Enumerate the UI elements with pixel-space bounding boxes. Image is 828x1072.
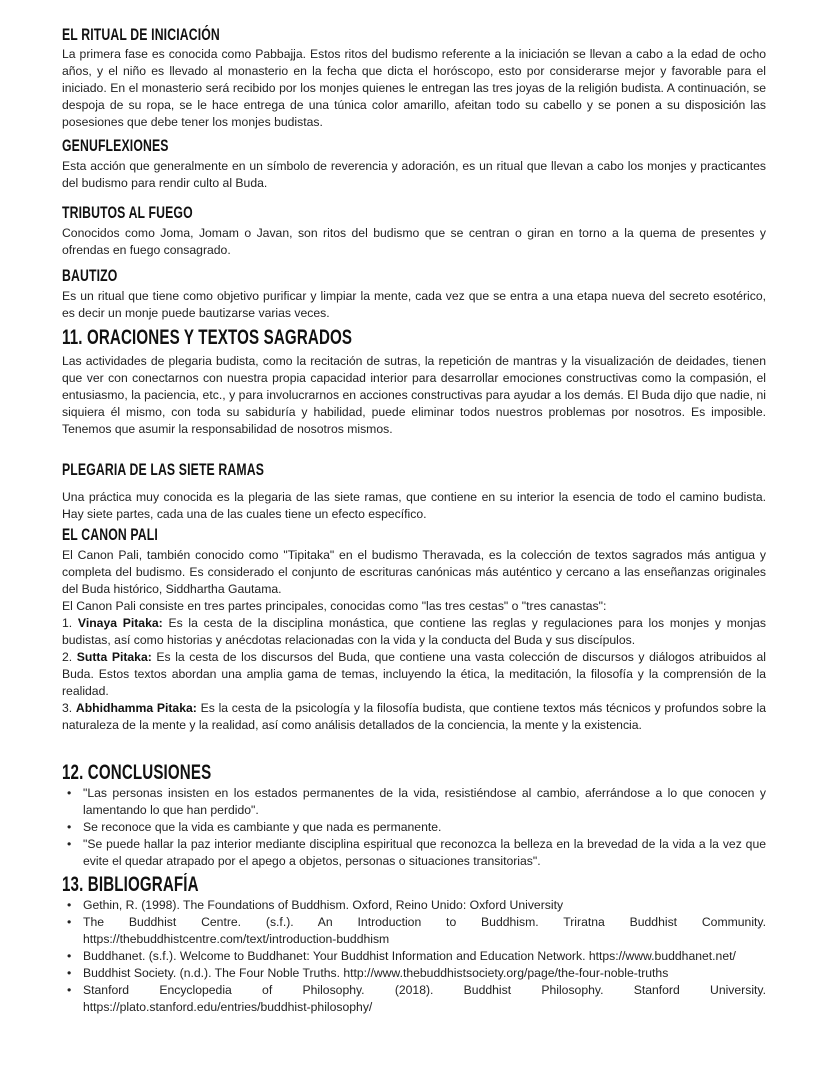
section-heading: 12. CONCLUSIONES xyxy=(62,761,212,784)
conclusiones-list xyxy=(62,785,766,870)
item-number: 1. xyxy=(62,616,73,630)
section-heading: TRIBUTOS AL FUEGO xyxy=(62,203,193,222)
list-item: • Se reconoce que la vida es cambiante y que nada es permanente. xyxy=(83,819,766,836)
section-bibliografia xyxy=(62,873,766,1016)
section-paragraph: Esta acción que generalmente en un símbolo de reverencia y adoración, es un ritual que llevan a cabo los monjes y practicantes del budismo para rendir culto al Buda. xyxy=(62,159,766,190)
section-paragraph: El Canon Pali, también conocido como "Tipitaka" en el budismo Theravada, es la colección de textos sagrados más antigua y completa del budismo. Es considerado el conjunto de escrituras canónicas más auténtico y cercano a las enseñanzas originales del Buda histórico, Siddhartha Gautama. xyxy=(62,548,766,596)
section-paragraph: Una práctica muy conocida es la plegaria de las siete ramas, que contiene en su interior la esencia de todo el camino budista. Hay siete partes, cada una de las cuales tiene un efecto específico. xyxy=(62,490,766,521)
item-label: Abhidhamma Pitaka: xyxy=(75,701,197,715)
section-paragraph: El Canon Pali consiste en tres partes principales, conocidas como "las tres cestas" o "tres canastas": xyxy=(62,599,607,613)
section-paragraph: Es un ritual que tiene como objetivo purificar y limpiar la mente, cada vez que se entra a una etapa nueva del secreto esotérico, es decir un monje puede bautizarse varias veces. xyxy=(62,289,766,320)
bibliografia-list xyxy=(62,897,766,1016)
section-genuflexiones xyxy=(62,136,766,192)
item-text: Es la cesta de los discursos del Buda, que contiene una vasta colección de discursos y diálogos atribuidos al Buda. Estos textos abordan una amplia gama de temas, incluyendo la ética, la meditación, la filosofía y la comprensión de la realidad. xyxy=(62,650,767,698)
section-plegaria xyxy=(62,460,766,523)
list-item: • Buddhanet. (s.f.). Welcome to Buddhanet: Your Buddhist Information and Education Network. https://www.buddhanet.net/ xyxy=(83,948,766,965)
section-tributos xyxy=(62,203,766,259)
section-heading: 11. ORACIONES Y TEXTOS SAGRADOS xyxy=(62,326,353,349)
section-oraciones xyxy=(62,326,766,438)
item-text: Es la cesta de la disciplina monástica, que contiene las reglas y regulaciones para los monjes y monjas budistas, así como historias y anécdotas relacionadas con la vida y la conducta del Buda y sus discípulos. xyxy=(62,616,766,647)
section-paragraph: La primera fase es conocida como Pabbajja. Estos ritos del budismo referente a la iniciación se llevan a cabo a la edad de ocho años, y el niño es llevado al monasterio en la fecha que dicta el horóscopo, esto por considerarse mejor y favorable para el iniciado. En el monasterio será recibido por los monjes quienes le entregan las tres joyas de la religión budista. A continuación, se despoja de su ropa, se le hace entrega de una túnica color amarillo, afeitan todo su cabello y se ponen a su disposición las posesiones que debe tener los monjes budistas. xyxy=(62,47,766,129)
section-bautizo xyxy=(62,266,766,322)
section-paragraph: Las actividades de plegaria budista, como la recitación de sutras, la repetición de mantras y la visualización de deidades, tienen que ver con conectarnos con nuestra propia capacidad interior para desarrollar emociones constructivas como la compasión, el entusiasmo, la paciencia, etc., y para involucrarnos en acciones constructivas para ayudar a los demás. El Buda dijo que nadie, ni siquiera él mismo, con toda su sabiduría y habilidad, puede eliminar todos nuestros problemas por nosotros. Es imposible. Tenemos que asumir la responsabilidad de nosotros mismos. xyxy=(62,354,766,436)
section-paragraph: Conocidos como Joma, Jomam o Javan, son ritos del budismo que se centran o giran en torno a la quema de presentes y ofrendas en fuego consagrado. xyxy=(62,226,766,257)
section-heading: GENUFLEXIONES xyxy=(62,136,169,155)
list-item: • Gethin, R. (1998). The Foundations of Buddhism. Oxford, Reino Unido: Oxford University xyxy=(83,897,766,914)
canon-item xyxy=(62,700,766,734)
section-heading: 13. BIBLIOGRAFÍA xyxy=(62,873,199,896)
section-conclusiones xyxy=(62,761,766,870)
list-item: • Buddhist Society. (n.d.). The Four Noble Truths. http://www.thebuddhistsociety.org/page/the-four-noble-truths xyxy=(83,965,766,982)
section-iniciacion xyxy=(62,25,766,131)
section-heading: PLEGARIA DE LAS SIETE RAMAS xyxy=(62,460,265,479)
list-item: • "Las personas insisten en los estados permanentes de la vida, resistiéndose al cambio, aferrándose a lo que conocen y lamentando lo que han perdido". xyxy=(83,785,766,819)
list-item: • The Buddhist Centre. (s.f.). An Introduction to Buddhism. Triratna Buddhist Community. https://thebuddhistcentre.com/text/introduction-buddhism xyxy=(83,914,766,948)
section-heading: EL CANON PALI xyxy=(62,525,158,544)
section-heading: BAUTIZO xyxy=(62,266,118,285)
item-text: Es la cesta de la psicología y la filosofía budista, que contiene textos más técnicos y profundos sobre la naturaleza de la mente y la realidad, así como análisis detallados de la conciencia, la mente y la existencia. xyxy=(62,701,766,732)
item-number: 2. xyxy=(62,650,73,664)
item-label: Sutta Pitaka: xyxy=(76,650,152,664)
canon-item xyxy=(62,649,766,700)
item-number: 3. xyxy=(62,701,73,715)
list-item: • "Se puede hallar la paz interior mediante disciplina espiritual que reconozca la belleza en la brevedad de la vida a la vez que evite el quedar atrapado por el apego a objetos, personas o situaciones transitorias". xyxy=(83,836,766,870)
section-canon-pali xyxy=(62,525,766,734)
section-heading: EL RITUAL DE INICIACIÓN xyxy=(62,25,220,44)
item-label: Vinaya Pitaka: xyxy=(77,616,163,630)
list-item: • Stanford Encyclopedia of Philosophy. (2018). Buddhist Philosophy. Stanford University. https://plato.stanford.edu/entries/buddhist-philosophy/ xyxy=(83,982,766,1016)
canon-item xyxy=(62,615,766,649)
